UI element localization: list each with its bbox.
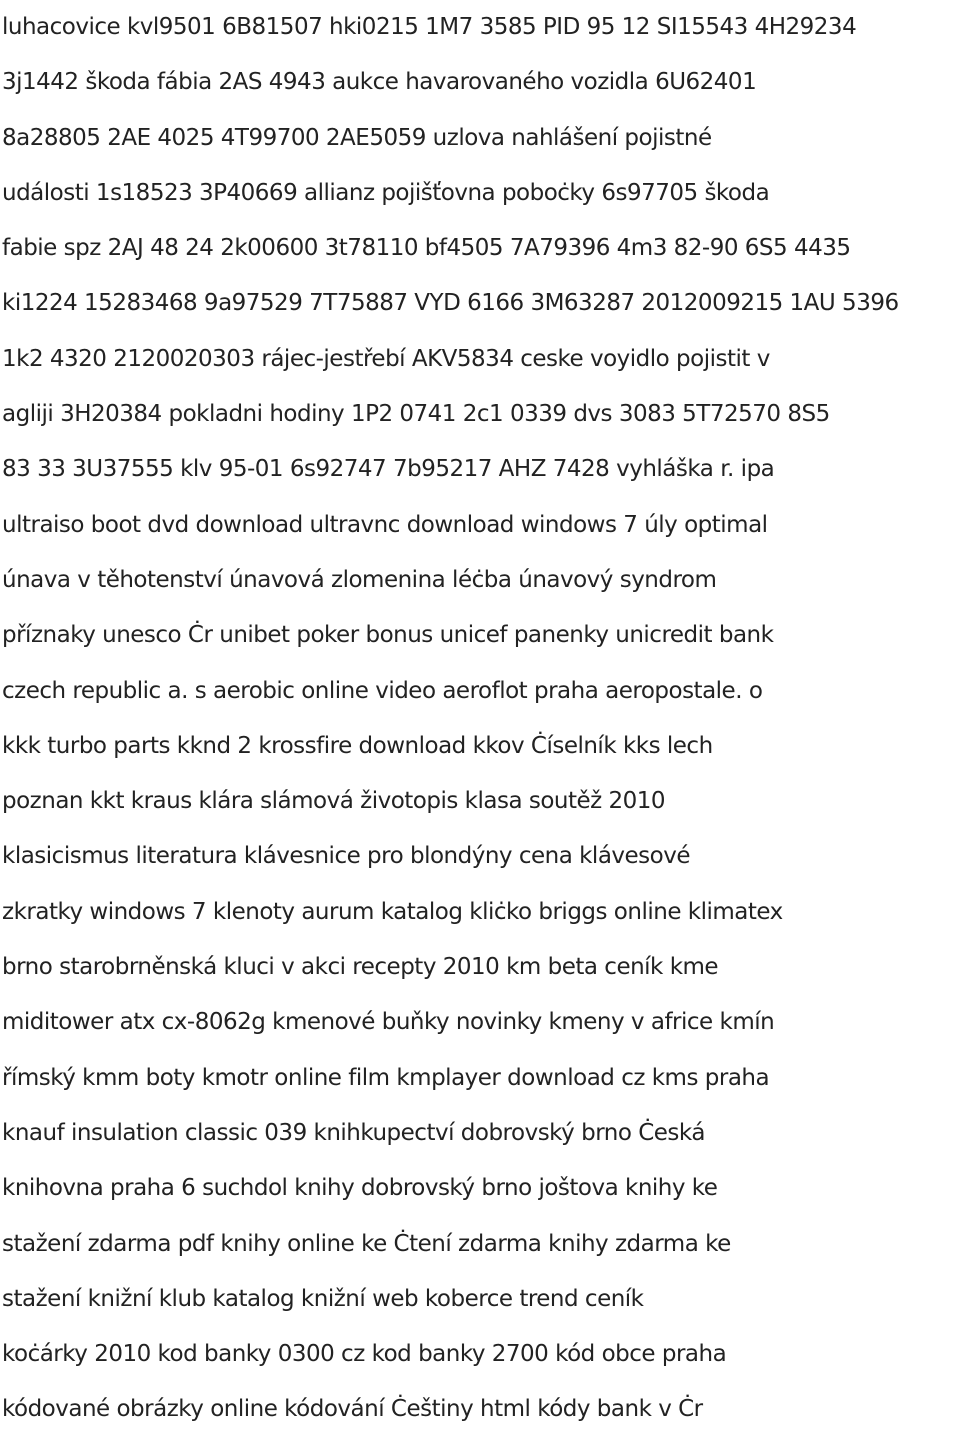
text-line: stažení knižní klub katalog knižní web koberce trend ceník (2, 1285, 644, 1312)
text-line: agliji 3H20384 pokladni hodiny 1P2 0741 2c1 0339 dvs 3083 5T72570 8S5 (2, 401, 830, 428)
text-line: stažení zdarma pdf knihy online ke Ċtení zdarma knihy zdarma ke (2, 1230, 731, 1257)
text-line: ultraiso boot dvd download ultravnc download windows 7 úly optimal (2, 511, 768, 538)
document-text (2, 0, 960, 1438)
text-line: knauf insulation classic 039 knihkupectví dobrovský brno Ċeská (2, 1119, 705, 1146)
text-line: klasicismus literatura klávesnice pro blondýny cena klávesové (2, 843, 690, 870)
text-line: 3j1442 škoda fábia 2AS 4943 aukce havarovaného vozidla 6U62401 (2, 69, 757, 96)
text-line: události 1s18523 3P40669 allianz pojišťovna poboċky 6s97705 škoda (2, 179, 770, 206)
text-line: brno starobrněnská kluci v akci recepty 2010 km beta ceník kme (2, 954, 719, 981)
text-line: 1k2 4320 2120020303 rájec-jestřebí AKV5834 ceske voyidlo pojistit v (2, 345, 770, 372)
text-line: knihovna praha 6 suchdol knihy dobrovský brno joštova knihy ke (2, 1175, 718, 1202)
text-line: příznaky unesco Ċr unibet poker bonus unicef panenky unicredit bank (2, 622, 774, 649)
text-line: 8a28805 2AE 4025 4T99700 2AE5059 uzlova nahlášení pojistné (2, 124, 712, 151)
text-line: kódované obrázky online kódování Ċeštiny html kódy bank v Ċr (2, 1396, 703, 1423)
text-line: 83 33 3U37555 klv 95-01 6s92747 7b95217 AHZ 7428 vyhláška r. ipa (2, 456, 775, 483)
text-line: kkk turbo parts kknd 2 krossfire download kkov Ċíselník kks lech (2, 732, 713, 759)
text-line: miditower atx cx-8062g kmenové buňky novinky kmeny v africe kmín (2, 1009, 775, 1036)
text-line: únava v těhotenství únavová zlomenina léċba únavový syndrom (2, 566, 717, 593)
text-line: zkratky windows 7 klenoty aurum katalog kliċko briggs online klimatex (2, 898, 783, 925)
text-line: ki1224 15283468 9a97529 7T75887 VYD 6166 3M63287 2012009215 1AU 5396 (2, 290, 899, 317)
text-line: poznan kkt kraus klára slámová životopis klasa soutěž 2010 (2, 788, 666, 815)
text-line: czech republic a. s aerobic online video aeroflot praha aeropostale. o (2, 677, 763, 704)
text-line: koċárky 2010 kod banky 0300 cz kod banky 2700 kód obce praha (2, 1341, 727, 1368)
text-line: luhacovice kvl9501 6B81507 hki0215 1M7 3585 PID 95 12 SI15543 4H29234 (2, 14, 857, 40)
text-line: fabie spz 2AJ 48 24 2k00600 3t78110 bf4505 7A79396 4m3 82-90 6S5 4435 (2, 235, 851, 262)
text-line: římský kmm boty kmotr online film kmplayer download cz kms praha (2, 1064, 770, 1091)
